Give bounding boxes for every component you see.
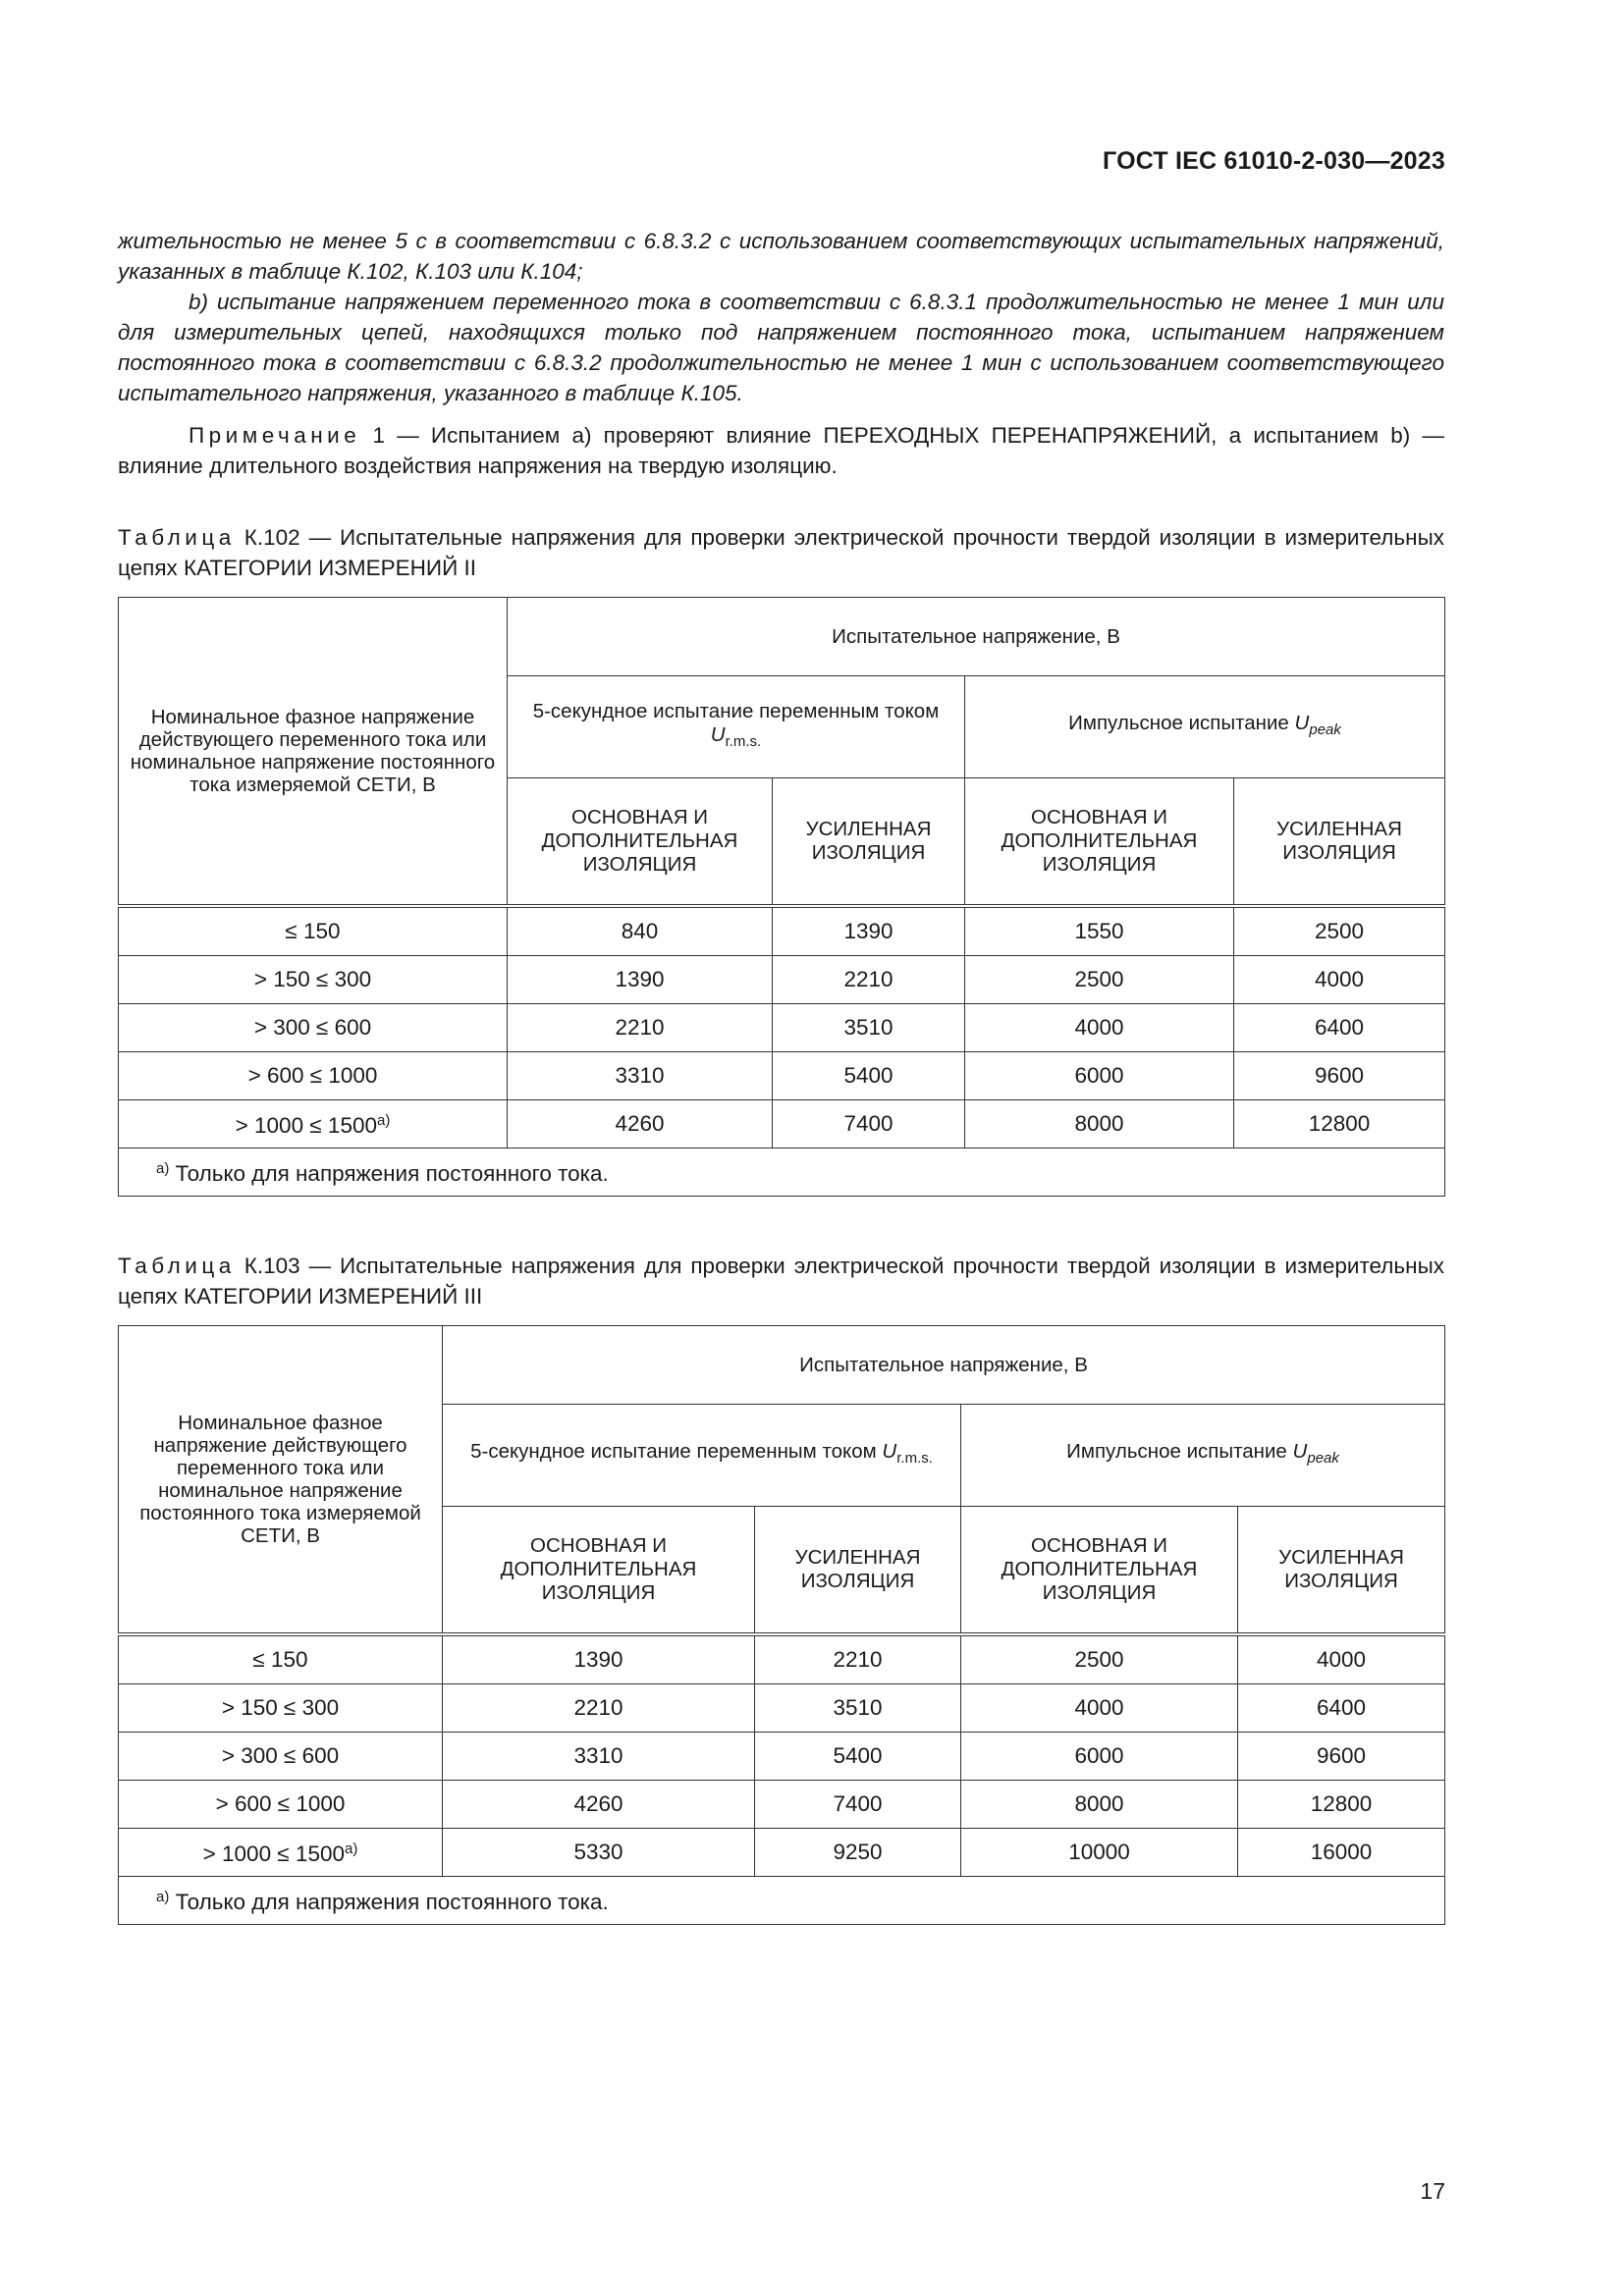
- value-cell: 7400: [755, 1780, 961, 1828]
- table-row: [119, 1099, 1445, 1148]
- value-cell: 4000: [1234, 955, 1445, 1003]
- test-voltage-header: Испытательное напряжение, В: [443, 1326, 1445, 1405]
- value-cell: 2210: [443, 1683, 755, 1732]
- value-cell: 3310: [443, 1732, 755, 1780]
- table-caption-k103: [118, 1251, 1444, 1311]
- table-k103: [118, 1325, 1445, 1925]
- value-cell: 4260: [508, 1099, 773, 1148]
- voltage-range-cell: ≤ 150: [119, 906, 508, 956]
- value-cell: 9600: [1238, 1732, 1445, 1780]
- value-cell: 6400: [1234, 1003, 1445, 1051]
- value-cell: 7400: [773, 1099, 965, 1148]
- value-cell: 8000: [965, 1099, 1234, 1148]
- value-cell: 840: [508, 906, 773, 956]
- footnote-ref: a): [377, 1112, 391, 1129]
- value-cell: 2210: [508, 1003, 773, 1051]
- basic-insulation-header: ОСНОВНАЯ И ДОПОЛНИТЕЛЬНАЯ ИЗОЛЯЦИЯ: [961, 1507, 1238, 1634]
- document-id: ГОСТ IEC 61010-2-030—2023: [1103, 147, 1445, 175]
- value-cell: 5400: [773, 1051, 965, 1099]
- table-row: [119, 1634, 1445, 1684]
- table-footnote-row: [119, 1148, 1445, 1196]
- table-footnote: $^{a)}$ Только для напряжения постоянного тока.: [119, 1876, 1445, 1924]
- table-row: [119, 1683, 1445, 1732]
- voltage-range-cell: > 300 ≤ 600: [119, 1732, 443, 1780]
- value-cell: 3310: [508, 1051, 773, 1099]
- value-cell: 8000: [961, 1780, 1238, 1828]
- value-cell: 9250: [755, 1828, 961, 1876]
- row-header: Номинальное фазное напряжение действующего переменного тока или номинальное напряжение постоянного тока измеряемой СЕТИ, В: [119, 1326, 443, 1634]
- ac-test-header: 5-секундное испытание переменным током $U_{r.m.s.}$: [508, 676, 965, 778]
- value-cell: 3510: [773, 1003, 965, 1051]
- row-header: Номинальное фазное напряжение действующего переменного тока или номинальное напряжение постоянного тока измеряемой СЕТИ, В: [119, 598, 508, 906]
- value-cell: 12800: [1234, 1099, 1445, 1148]
- value-cell: 16000: [1238, 1828, 1445, 1876]
- body-text: [118, 226, 1444, 481]
- footnote-ref: a): [345, 1841, 358, 1857]
- caption-text: К.103 — Испытательные напряжения для проверки электрической прочности твердой изоляции в измерительных цепях КАТЕГОРИИ ИЗМЕРЕНИЙ III: [118, 1254, 1444, 1308]
- impulse-test-header: Импульсное испытание $U_{peak}$: [965, 676, 1445, 778]
- paragraph-item-b: b) испытание напряжением переменного тока в соответствии с 6.8.3.1 продолжительностью не менее 1 мин или для измерительных цепей, находящихся только под напряжением постоянного тока, испытанием напряжением постоянного тока в соответствии с 6.8.3.2 продолжительностью не менее 1 мин с использованием соответствующего испытательного напряжения, указанного в таблице К.105.: [118, 290, 1444, 405]
- value-cell: 2500: [965, 955, 1234, 1003]
- value-cell: 6400: [1238, 1683, 1445, 1732]
- value-cell: 1390: [508, 955, 773, 1003]
- reinforced-insulation-header: УСИЛЕННАЯ ИЗОЛЯЦИЯ: [1238, 1507, 1445, 1634]
- table-footnote-row: [119, 1876, 1445, 1924]
- basic-insulation-header: ОСНОВНАЯ И ДОПОЛНИТЕЛЬНАЯ ИЗОЛЯЦИЯ: [965, 778, 1234, 906]
- table-row: [119, 1828, 1445, 1876]
- value-cell: 2500: [1234, 906, 1445, 956]
- value-cell: 5400: [755, 1732, 961, 1780]
- note-label: Примечание: [189, 423, 361, 448]
- value-cell: 2210: [773, 955, 965, 1003]
- table-header-row: [119, 1326, 1445, 1405]
- value-cell: 1390: [443, 1634, 755, 1684]
- voltage-range-cell: > 600 ≤ 1000: [119, 1051, 508, 1099]
- voltage-range-cell: > 150 ≤ 300: [119, 1683, 443, 1732]
- table-row: [119, 906, 1445, 956]
- value-cell: 3510: [755, 1683, 961, 1732]
- value-cell: 6000: [961, 1732, 1238, 1780]
- value-cell: 4000: [1238, 1634, 1445, 1684]
- value-cell: 5330: [443, 1828, 755, 1876]
- caption-label: Таблица: [118, 1254, 236, 1278]
- table-k102: [118, 597, 1445, 1197]
- value-cell: 4000: [961, 1683, 1238, 1732]
- voltage-range-cell: > 600 ≤ 1000: [119, 1780, 443, 1828]
- voltage-range-cell: ≤ 150: [119, 1634, 443, 1684]
- basic-insulation-header: ОСНОВНАЯ И ДОПОЛНИТЕЛЬНАЯ ИЗОЛЯЦИЯ: [443, 1507, 755, 1634]
- impulse-test-header: Импульсное испытание $U_{peak}$: [961, 1405, 1445, 1507]
- caption-label: Таблица: [118, 525, 236, 550]
- table-row: [119, 1732, 1445, 1780]
- reinforced-insulation-header: УСИЛЕННАЯ ИЗОЛЯЦИЯ: [773, 778, 965, 906]
- voltage-range-cell: > 150 ≤ 300: [119, 955, 508, 1003]
- table-header-row: [119, 598, 1445, 676]
- table-row: [119, 1003, 1445, 1051]
- reinforced-insulation-header: УСИЛЕННАЯ ИЗОЛЯЦИЯ: [1234, 778, 1445, 906]
- paragraph-continuation: жительностью не менее 5 с в соответствии с 6.8.3.2 с использованием соответствующих испытательных напряжений, указанных в таблице К.102, К.103 или К.104;: [118, 229, 1444, 284]
- note-text: 1 — Испытанием a) проверяют влияние ПЕРЕХОДНЫХ ПЕРЕНАПРЯЖЕНИЙ, а испытанием b) — влияние длительного воздействия напряжения на твердую изоляцию.: [118, 423, 1444, 478]
- basic-insulation-header: ОСНОВНАЯ И ДОПОЛНИТЕЛЬНАЯ ИЗОЛЯЦИЯ: [508, 778, 773, 906]
- voltage-range-cell: > 300 ≤ 600: [119, 1003, 508, 1051]
- value-cell: 4260: [443, 1780, 755, 1828]
- voltage-range-cell: > $1000 \le 1500^{a)}$: [119, 1828, 443, 1876]
- table-row: [119, 1780, 1445, 1828]
- table-footnote: $^{a)}$ Только для напряжения постоянного тока.: [119, 1148, 1445, 1196]
- note-paragraph: [118, 420, 1444, 481]
- value-cell: 2500: [961, 1634, 1238, 1684]
- page-number: 17: [1420, 2178, 1445, 2204]
- value-cell: 10000: [961, 1828, 1238, 1876]
- table-row: [119, 955, 1445, 1003]
- value-cell: 2210: [755, 1634, 961, 1684]
- reinforced-insulation-header: УСИЛЕННАЯ ИЗОЛЯЦИЯ: [755, 1507, 961, 1634]
- table-caption-k102: [118, 522, 1444, 583]
- value-cell: 4000: [965, 1003, 1234, 1051]
- caption-text: К.102 — Испытательные напряжения для проверки электрической прочности твердой изоляции в измерительных цепях КАТЕГОРИИ ИЗМЕРЕНИЙ II: [118, 525, 1444, 580]
- test-voltage-header: Испытательное напряжение, В: [508, 598, 1445, 676]
- value-cell: 1390: [773, 906, 965, 956]
- value-cell: 6000: [965, 1051, 1234, 1099]
- value-cell: 12800: [1238, 1780, 1445, 1828]
- voltage-range-cell: > $1000 \le 1500^{a)}$: [119, 1099, 508, 1148]
- ac-test-header: 5-секундное испытание переменным током $U_{r.m.s.}$: [443, 1405, 961, 1507]
- value-cell: 1550: [965, 906, 1234, 956]
- value-cell: 9600: [1234, 1051, 1445, 1099]
- table-row: [119, 1051, 1445, 1099]
